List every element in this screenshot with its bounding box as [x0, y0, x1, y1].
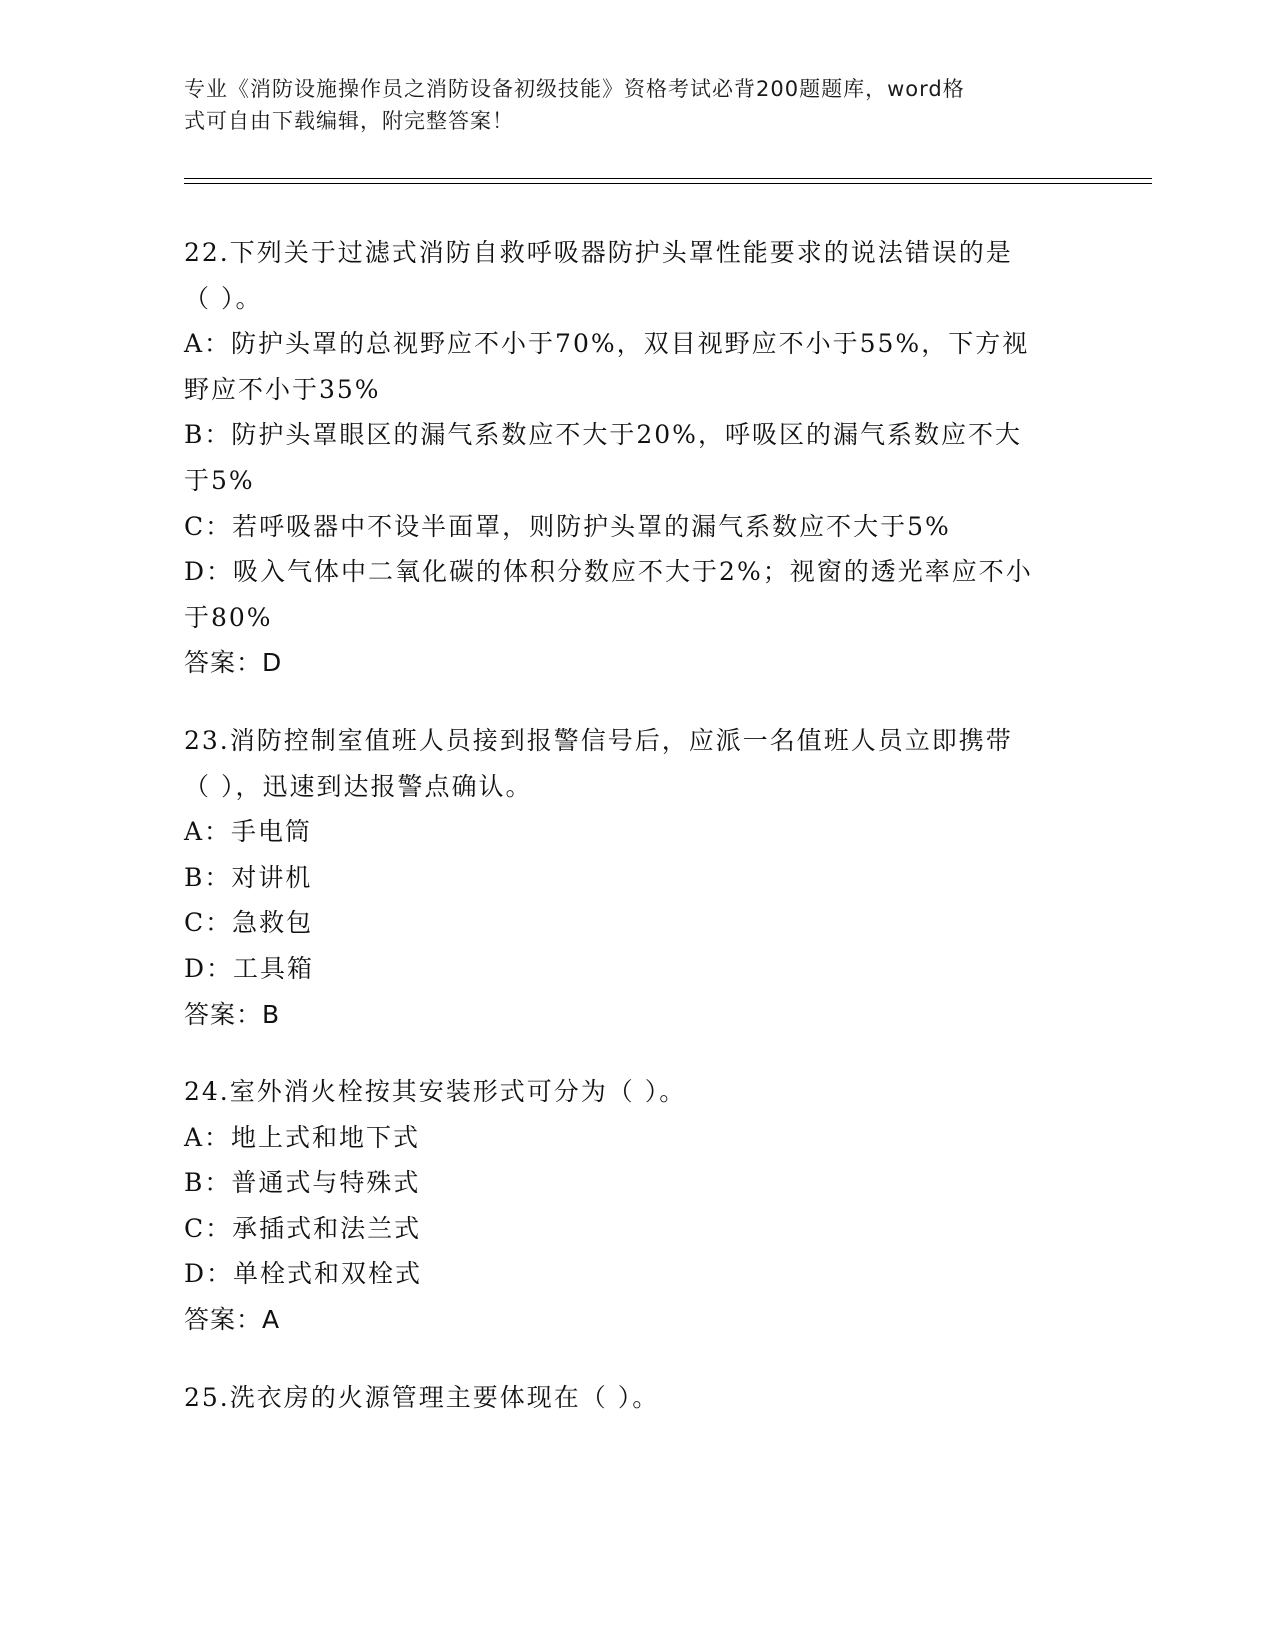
header-divider-bottom [184, 183, 1152, 184]
question-22 [184, 230, 1084, 686]
question-stem-line: 23.消防控制室值班人员接到报警信号后，应派一名值班人员立即携带 [184, 725, 1013, 755]
question-23 [184, 718, 1084, 1037]
question-24 [184, 1069, 1084, 1343]
question-stem-line: （ ）。 [184, 283, 263, 313]
option-a-line: A：手电筒 [184, 817, 313, 847]
option-c-line: C：承插式和法兰式 [184, 1213, 422, 1243]
question-stem-line: 25.洗衣房的火源管理主要体现在（ ）。 [184, 1382, 660, 1412]
option-d-line: 于80% [184, 602, 273, 632]
document-header [184, 73, 1064, 137]
option-a-line: 野应不小于35% [184, 374, 381, 404]
option-b-line: 于5% [184, 465, 255, 495]
question-list [184, 230, 1084, 1452]
option-a-line: A：防护头罩的总视野应不小于70%，双目视野应不小于55%，下方视 [184, 329, 1030, 359]
option-b-line: B：对讲机 [184, 862, 313, 892]
question-stem-line: 24.室外消火栓按其安装形式可分为（ ）。 [184, 1077, 687, 1107]
header-line-1: 专业《消防设施操作员之消防设备初级技能》资格考试必背200题题库，word格 [184, 77, 965, 101]
header-line-2: 式可自由下载编辑，附完整答案！ [184, 109, 514, 133]
option-b-line: B：防护头罩眼区的漏气系数应不大于20%，呼吸区的漏气系数应不大 [184, 420, 1022, 450]
option-c-line: C：急救包 [184, 908, 314, 938]
option-d-line: D：工具箱 [184, 953, 315, 983]
answer-label: 答案：A [184, 1305, 281, 1335]
question-stem-line: 22.下列关于过滤式消防自救呼吸器防护头罩性能要求的说法错误的是 [184, 238, 1013, 267]
option-d-line: D：吸入气体中二氧化碳的体积分数应不大于2%；视窗的透光率应不小 [184, 557, 1033, 587]
option-b-line: B：普通式与特殊式 [184, 1168, 421, 1198]
option-a-line: A：地上式和地下式 [184, 1122, 421, 1152]
option-d-line: D：单栓式和双栓式 [184, 1259, 423, 1289]
answer-label: 答案：D [184, 648, 283, 678]
question-stem-line: （ ），迅速到达报警点确认。 [184, 771, 533, 801]
question-25 [184, 1375, 1084, 1421]
answer-label: 答案：B [184, 999, 281, 1029]
header-divider-top [184, 178, 1152, 179]
option-c-line: C：若呼吸器中不设半面罩，则防护头罩的漏气系数应不大于5% [184, 511, 951, 541]
